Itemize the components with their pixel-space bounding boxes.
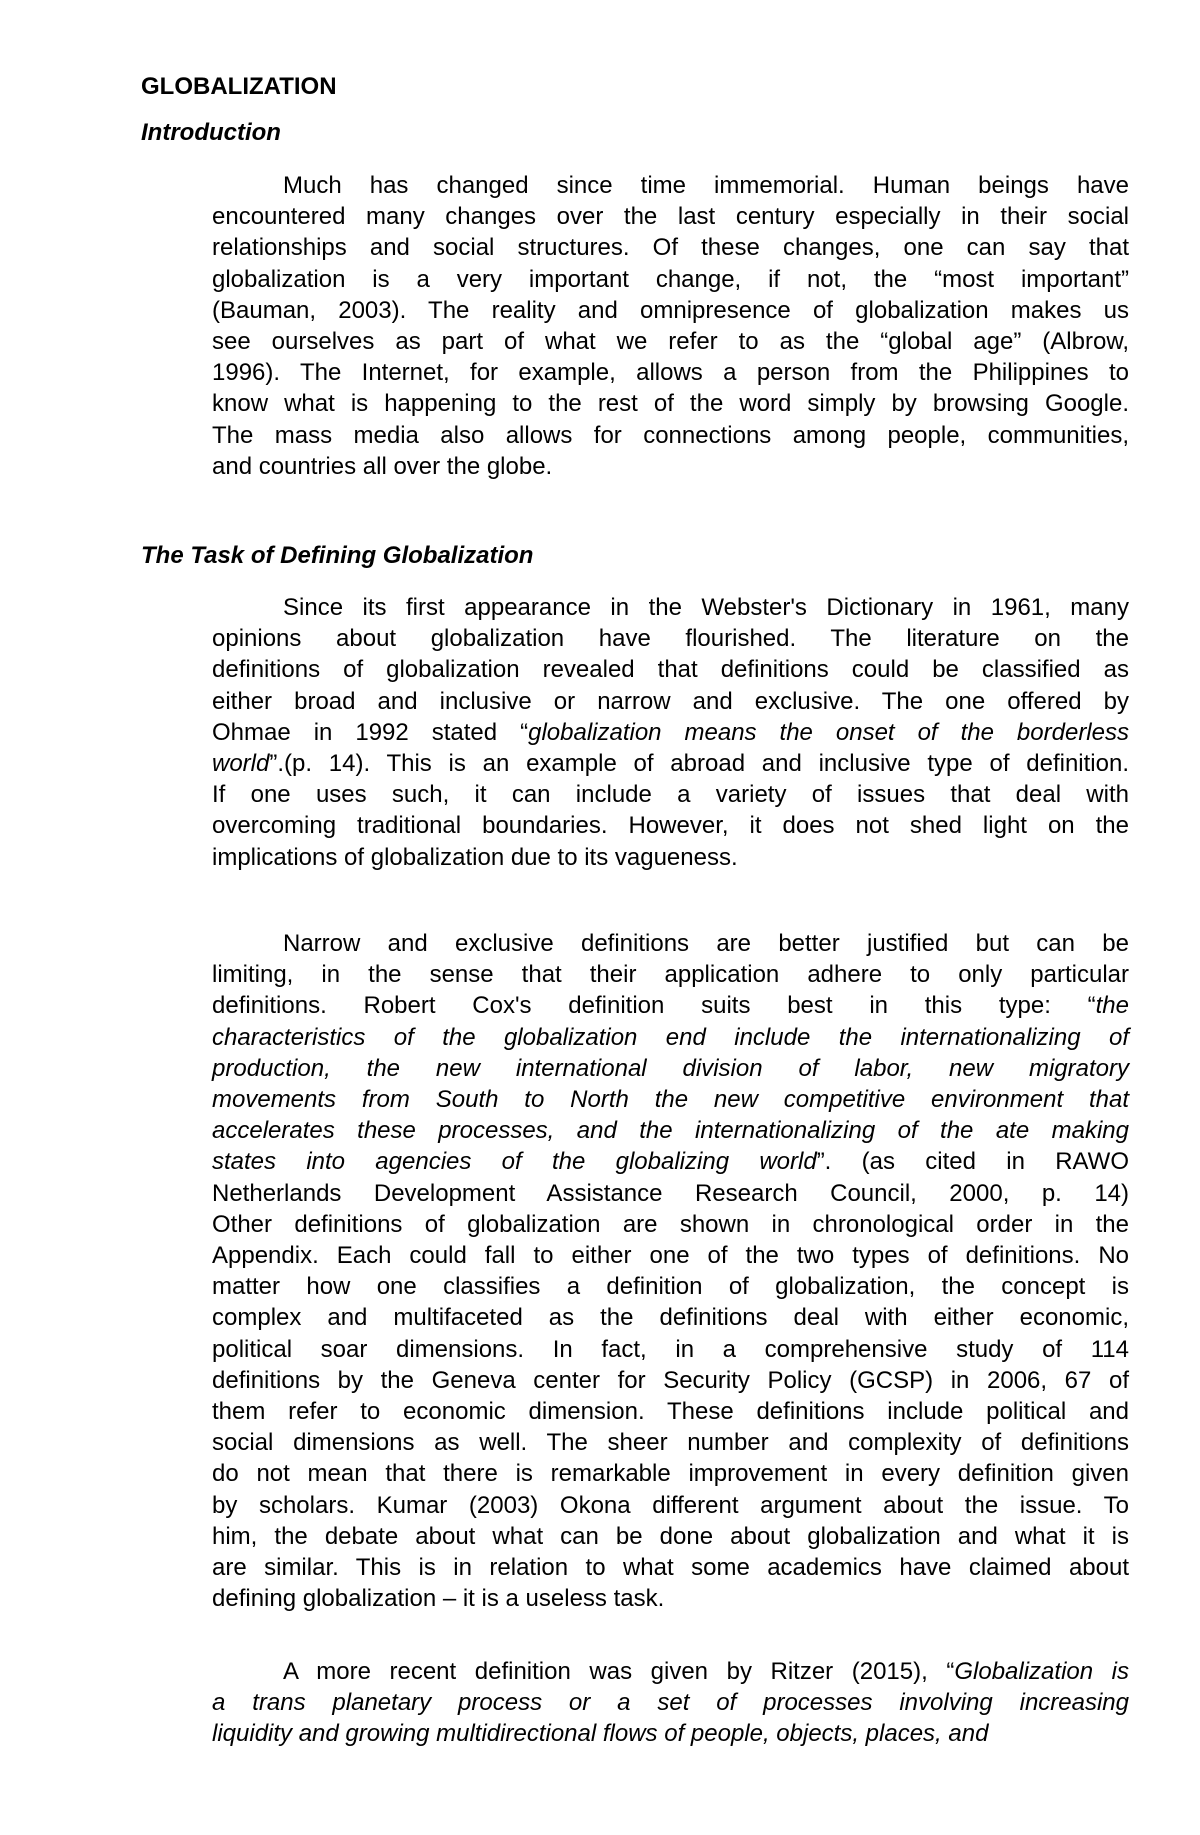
text-run: him, the debate about what can be done about globalization and what it is: [212, 1522, 1129, 1550]
text-run: ”.(p. 14). This is an example of abroad and inclusive type of definition.: [269, 750, 1129, 778]
text-run: ”. (as cited in RAWO: [816, 1148, 1129, 1176]
text-line: [212, 1146, 1129, 1177]
text-line: [212, 295, 1129, 326]
document-title: GLOBALIZATION: [141, 73, 337, 100]
text-line: [212, 623, 1129, 654]
text-run: Since its first appearance in the Webster's Dictionary in 1961, many: [283, 594, 1129, 621]
text-line: [212, 1718, 1129, 1749]
text-line: [212, 1521, 1129, 1552]
text-line: [212, 654, 1129, 685]
text-line: [212, 1458, 1129, 1489]
text-line: [212, 592, 1129, 623]
text-line: [212, 1490, 1129, 1521]
text-run: Netherlands Development Assistance Research Council, 2000, p. 14): [212, 1179, 1129, 1207]
text-run: matter how one classifies a definition of globalization, the concept is: [212, 1273, 1129, 1301]
italic-text: characteristics of the globalization end include the internationalizing of: [212, 1023, 1129, 1051]
italic-text: world: [212, 750, 270, 778]
text-line: [212, 1396, 1129, 1427]
text-line: [212, 686, 1129, 717]
italic-text: liquidity and growing multidirectional flows of people, objects, places, and: [212, 1720, 989, 1748]
italic-text: production, the new international division of labor, new migratory: [212, 1054, 1129, 1082]
text-run: and countries all over the globe.: [212, 452, 553, 480]
paragraph-narrow-definitions: [212, 928, 1129, 1614]
text-line: [212, 170, 1129, 201]
text-line: [212, 451, 1129, 482]
section-heading-introduction: Introduction: [141, 119, 281, 146]
text-line: [212, 1022, 1129, 1053]
italic-text: movements from South to North the new competitive environment that: [212, 1086, 1129, 1114]
text-line: [212, 748, 1129, 779]
text-line: [212, 1209, 1129, 1240]
italic-text: accelerates these processes, and the internationalizing of the ate making: [212, 1117, 1129, 1145]
text-line: [212, 264, 1129, 295]
text-line: [212, 1053, 1129, 1084]
text-run: 1996). The Internet, for example, allows a person from the Philippines to: [212, 359, 1129, 387]
section-heading-defining-globalization: The Task of Defining Globalization: [141, 542, 534, 569]
text-run: implications of globalization due to its vagueness.: [212, 843, 738, 871]
text-run: definitions of globalization revealed that definitions could be classified as: [212, 656, 1129, 684]
text-line: [212, 388, 1129, 419]
text-run: them refer to economic dimension. These definitions include political and: [212, 1398, 1129, 1426]
text-line: [212, 1365, 1129, 1396]
italic-text: the: [1095, 992, 1129, 1020]
text-run: do not mean that there is remarkable improvement in every definition given: [212, 1460, 1129, 1488]
text-run: Narrow and exclusive definitions are better justified but can be: [283, 930, 1129, 957]
text-line: [212, 1115, 1129, 1146]
text-run: relationships and social structures. Of these changes, one can say that: [212, 234, 1129, 262]
text-line: [212, 1427, 1129, 1458]
text-line: [212, 1084, 1129, 1115]
text-run: by scholars. Kumar (2003) Okona different argument about the issue. To: [212, 1491, 1129, 1519]
text-run: encountered many changes over the last century especially in their social: [212, 203, 1129, 231]
text-line: [212, 201, 1129, 232]
text-run: (Bauman, 2003). The reality and omnipresence of globalization makes us: [212, 296, 1129, 324]
text-line: [212, 357, 1129, 388]
text-line: [212, 326, 1129, 357]
text-run: Ohmae in 1992 stated “: [212, 718, 529, 746]
text-line: [212, 232, 1129, 263]
text-run: globalization is a very important change, if not, the “most important”: [212, 265, 1129, 293]
italic-text: a trans planetary process or a set of processes involving increasing: [212, 1689, 1129, 1717]
text-line: [212, 717, 1129, 748]
text-run: see ourselves as part of what we refer to as the “global age” (Albrow,: [212, 328, 1129, 356]
text-line: [212, 842, 1129, 873]
text-run: opinions about globalization have flourished. The literature on the: [212, 625, 1129, 653]
paragraph-ritzer-definition: [212, 1656, 1129, 1750]
text-run: limiting, in the sense that their application adhere to only particular: [212, 961, 1129, 989]
text-run: overcoming traditional boundaries. However, it does not shed light on the: [212, 812, 1129, 840]
text-run: political soar dimensions. In fact, in a comprehensive study of 114: [212, 1335, 1129, 1363]
text-run: The mass media also allows for connections among people, communities,: [212, 421, 1129, 449]
text-line: [212, 779, 1129, 810]
text-line: [212, 420, 1129, 451]
text-run: social dimensions as well. The sheer number and complexity of definitions: [212, 1429, 1129, 1457]
italic-text: Globalization is: [954, 1658, 1129, 1685]
italic-text: globalization means the onset of the borderless: [528, 718, 1129, 746]
text-run: defining globalization – it is a useless task.: [212, 1585, 665, 1613]
text-run: are similar. This is in relation to what some academics have claimed about: [212, 1554, 1129, 1582]
text-line: [212, 990, 1129, 1021]
paragraph-introduction: [212, 170, 1129, 482]
text-run: Much has changed since time immemorial. Human beings have: [283, 172, 1129, 199]
text-run: If one uses such, it can include a variety of issues that deal with: [212, 781, 1129, 809]
text-line: [212, 1583, 1129, 1614]
text-line: [212, 1271, 1129, 1302]
text-run: A more recent definition was given by Ritzer (2015), “: [283, 1658, 955, 1685]
italic-text: states into agencies of the globalizing world: [212, 1148, 817, 1176]
text-run: definitions. Robert Cox's definition suits best in this type: “: [212, 992, 1096, 1020]
text-run: Appendix. Each could fall to either one of the two types of definitions. No: [212, 1242, 1129, 1270]
text-line: [212, 1656, 1129, 1687]
text-line: [212, 1687, 1129, 1718]
text-run: know what is happening to the rest of the word simply by browsing Google.: [212, 390, 1129, 418]
text-line: [212, 810, 1129, 841]
text-line: [212, 1334, 1129, 1365]
paragraph-broad-definitions: [212, 592, 1129, 873]
text-line: [212, 1552, 1129, 1583]
text-run: either broad and inclusive or narrow and exclusive. The one offered by: [212, 687, 1129, 715]
text-line: [212, 1240, 1129, 1271]
text-run: definitions by the Geneva center for Security Policy (GCSP) in 2006, 67 of: [212, 1366, 1129, 1394]
text-run: Other definitions of globalization are shown in chronological order in the: [212, 1210, 1129, 1238]
text-run: complex and multifaceted as the definitions deal with either economic,: [212, 1304, 1129, 1332]
text-line: [212, 1302, 1129, 1333]
text-line: [212, 928, 1129, 959]
text-line: [212, 1178, 1129, 1209]
text-line: [212, 959, 1129, 990]
